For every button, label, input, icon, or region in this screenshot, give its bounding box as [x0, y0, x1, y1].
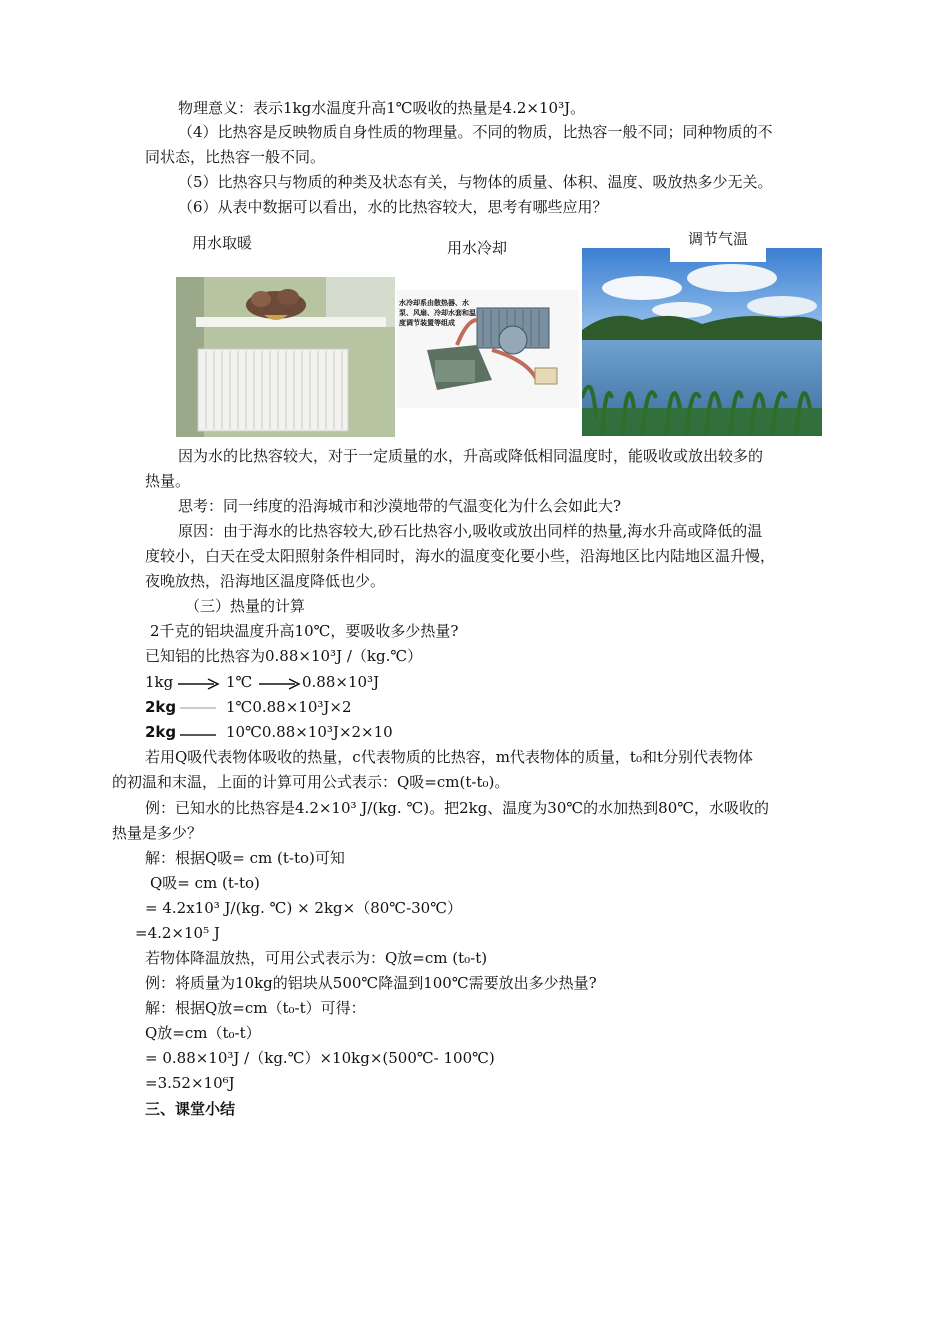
chain-3-result: 10℃0.88×10³J×2×10 [226, 723, 393, 741]
chain-2-mass: 2kg [145, 698, 177, 716]
text-line-reason-c: 夜晚放热，沿海地区温度降低也少。 [145, 572, 386, 590]
text-line-water-capacity-b: 热量。 [145, 472, 191, 490]
chain-2-result: 1℃0.88×10³J×2 [226, 698, 352, 716]
text-line-solution-1-result: =4.2×10⁵ J [135, 924, 220, 942]
text-line-cooling-formula: 若物体降温放热，可用公式表示为：Q放=cm (t₀-t) [145, 949, 488, 967]
caption-cooling: 用水冷却 [447, 239, 508, 257]
text-line-reason-a: 原因：由于海水的比热容较大,砂石比热容小,吸收或放出同样的热量,海水升高或降低的温 [178, 522, 763, 540]
text-line-physical-meaning: 物理意义：表示1kg水温度升高1℃吸收的热量是4.2×10³J。 [178, 99, 586, 117]
text-line-solution-1-subst: = 4.2x10³ J/(kg. ℃) × 2kg×（80℃-30℃） [145, 899, 463, 917]
chain-1-mass: 1kg [145, 673, 174, 691]
text-line-question: 2千克的铝块温度升高10℃，要吸收多少热量? [150, 622, 459, 640]
text-line-example-1a: 例：已知水的比热容是4.2×10³ J/(kg. ℃)。把2kg、温度为30℃的水加热到80℃，水吸收的 [145, 799, 770, 817]
chain-1-temp: 1℃ [226, 673, 253, 691]
lake-photo [582, 248, 822, 436]
arrow-right-icon [259, 677, 301, 691]
cooling-system-diagram [397, 290, 579, 408]
text-line-solution-1: 解：根据Q吸= cm (t-to)可知 [145, 849, 345, 867]
section-heading-heat-calc: （三）热量的计算 [185, 597, 306, 615]
line-connector [180, 730, 220, 744]
text-line-example-1b: 热量是多少？ [112, 824, 203, 842]
caption-heating: 用水取暖 [192, 234, 253, 252]
radiator-photo [176, 277, 395, 437]
text-line-think: 思考：同一纬度的沿海城市和沙漠地带的气温变化为什么会如此大? [178, 497, 622, 515]
text-line-point-4b: 同状态，比热容一般不同。 [145, 148, 326, 166]
text-line-solution-1-formula: Q吸= cm (t-to) [150, 874, 260, 892]
section-heading-summary: 三、课堂小结 [145, 1100, 236, 1118]
text-line-given: 已知铝的比热容为0.88×10³J /（kg.℃） [145, 647, 423, 665]
text-line-solution-2-result: =3.52×10⁶J [145, 1074, 235, 1092]
chain-1-heat: 0.88×10³J [302, 673, 380, 691]
text-line-solution-2-formula: Q放=cm（t₀-t） [145, 1024, 261, 1042]
text-line-formula-intro-a: 若用Q吸代表物体吸收的热量，c代表物质的比热容，m代表物体的质量，t₀和t分别代表物体 [145, 748, 753, 766]
chain-3-mass: 2kg [145, 723, 177, 741]
text-line-formula-intro-b: 的初温和末温，上面的计算可用公式表示：Q吸=cm(t-t₀)。 [112, 773, 510, 791]
text-line-reason-b: 度较小，白天在受太阳照射条件相同时，海水的温度变化要小些，沿海地区比内陆地区温升慢， [145, 547, 776, 565]
text-line-solution-2-subst: = 0.88×10³J /（kg.℃）×10kg×(500℃- 100℃) [145, 1049, 495, 1067]
text-line-water-capacity-a: 因为水的比热容较大，对于一定质量的水，升高或降低相同温度时，能吸收或放出较多的 [178, 447, 764, 465]
cooling-diagram-label: 水冷却系由散热器、水泵、风扇、冷却水套和温度调节装置等组成 [399, 299, 476, 327]
caption-climate: 调节气温 [688, 230, 749, 248]
text-line-point-5: （5）比热容只与物质的种类及状态有关，与物体的质量、体积、温度、吸放热多少无关。 [178, 173, 773, 191]
line-connector [180, 703, 220, 717]
text-line-example-2: 例：将质量为10kg的铝块从500℃降温到100℃需要放出多少热量? [145, 974, 597, 992]
arrow-right-icon [178, 677, 220, 691]
text-line-solution-2: 解：根据Q放=cm（t₀-t）可得： [145, 999, 366, 1017]
text-line-point-6: （6）从表中数据可以看出，水的比热容较大，思考有哪些应用？ [178, 198, 608, 216]
text-line-point-4a: （4）比热容是反映物质自身性质的物理量。不同的物质，比热容一般不同；同种物质的不 [178, 123, 773, 141]
